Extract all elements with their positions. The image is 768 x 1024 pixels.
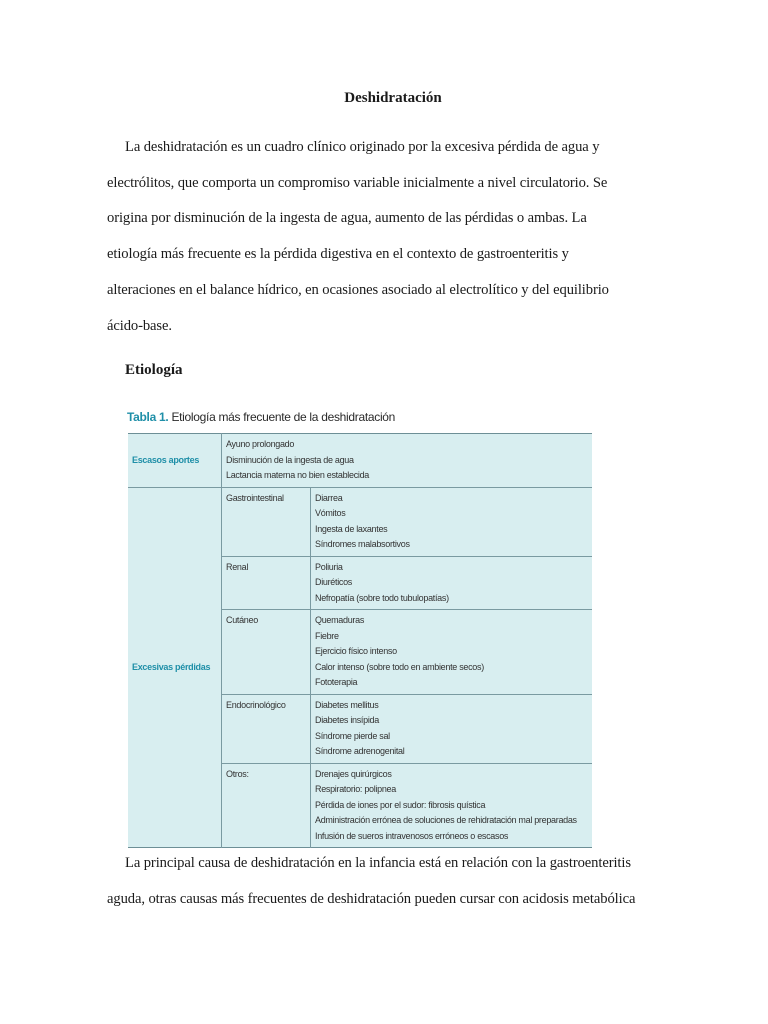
section-heading-etiologia: Etiología [125, 362, 183, 378]
category-endocrinologico: Endocrinológico [222, 694, 311, 763]
category-renal: Renal [222, 556, 311, 610]
table-item: Diabetes insípida [315, 715, 379, 725]
intro-line: electrólitos, que comporta un compromiso variable inicialmente a nivel circulatorio. Se [107, 175, 608, 191]
table-row [128, 487, 592, 556]
table-item: Ayuno prolongado [226, 439, 295, 449]
etiology-table [128, 433, 592, 848]
table-cell [311, 556, 593, 610]
table-item: Fiebre [315, 630, 339, 641]
table-row [128, 434, 592, 488]
table-item: Lactancia materna no bien establecida [226, 470, 370, 480]
table-item: Quemaduras [315, 615, 365, 625]
table-cell [311, 610, 593, 695]
table-cell [311, 763, 593, 848]
table-item: Diarrea [315, 492, 343, 503]
table-item: Calor intenso (sobre todo en ambiente secos) [315, 661, 484, 672]
table-caption [127, 410, 395, 424]
table-item: Drenajes quirúrgicos [315, 768, 392, 779]
table-item: Disminución de la ingesta de agua [226, 454, 354, 465]
table-item: Nefropatía (sobre todo tubulopatías) [315, 592, 449, 603]
table-cell [222, 434, 593, 488]
intro-line: La deshidratación es un cuadro clínico originado por la excesiva pérdida de agua y [125, 139, 600, 155]
document-title: Deshidratación [344, 90, 442, 106]
table-item: Poliuria [315, 561, 343, 572]
category-gastrointestinal: Gastrointestinal [222, 487, 311, 556]
table-caption-label: Tabla 1. [127, 410, 169, 424]
table-item: Síndromes malabsortivos [315, 539, 410, 549]
closing-line: La principal causa de deshidratación en la infancia está en relación con la gastroenteritis [125, 855, 631, 871]
intro-line: alteraciones en el balance hídrico, en ocasiones asociado al electrolítico y del equilibrio [107, 282, 609, 298]
group-label-excesivas-perdidas: Excesivas pérdidas [128, 487, 222, 848]
table-item: Síndrome adrenogenital [315, 746, 405, 756]
table-item: Infusión de sueros intravenosos erróneos o escasos [315, 830, 509, 841]
table-item: Respiratorio: polipnea [315, 784, 396, 794]
table-item: Fototerapia [315, 677, 358, 687]
intro-line: origina por disminución de la ingesta de agua, aumento de las pérdidas o ambas. La [107, 210, 587, 226]
table-caption-text: Etiología más frecuente de la deshidratación [168, 410, 396, 424]
table-item: Vómitos [315, 508, 346, 518]
table-item: Diabetes mellitus [315, 699, 379, 710]
table-item: Administración errónea de soluciones de rehidratación mal preparadas [315, 815, 577, 825]
table-item: Ejercicio físico intenso [315, 646, 397, 656]
table-item: Ingesta de laxantes [315, 523, 388, 534]
closing-line: aguda, otras causas más frecuentes de deshidratación pueden cursar con acidosis metabólica [107, 891, 636, 907]
table-cell [311, 694, 593, 763]
intro-line: ácido-base. [107, 318, 172, 334]
category-cutaneo: Cutáneo [222, 610, 311, 695]
group-label-escasos-aportes: Escasos aportes [128, 434, 222, 488]
table-item: Pérdida de iones por el sudor: fibrosis quística [315, 799, 486, 810]
table-item: Diuréticos [315, 577, 353, 587]
table-item: Síndrome pierde sal [315, 730, 390, 741]
category-otros: Otros: [222, 763, 311, 848]
table-cell [311, 487, 593, 556]
intro-line: etiología más frecuente es la pérdida digestiva en el contexto de gastroenteritis y [107, 246, 569, 262]
